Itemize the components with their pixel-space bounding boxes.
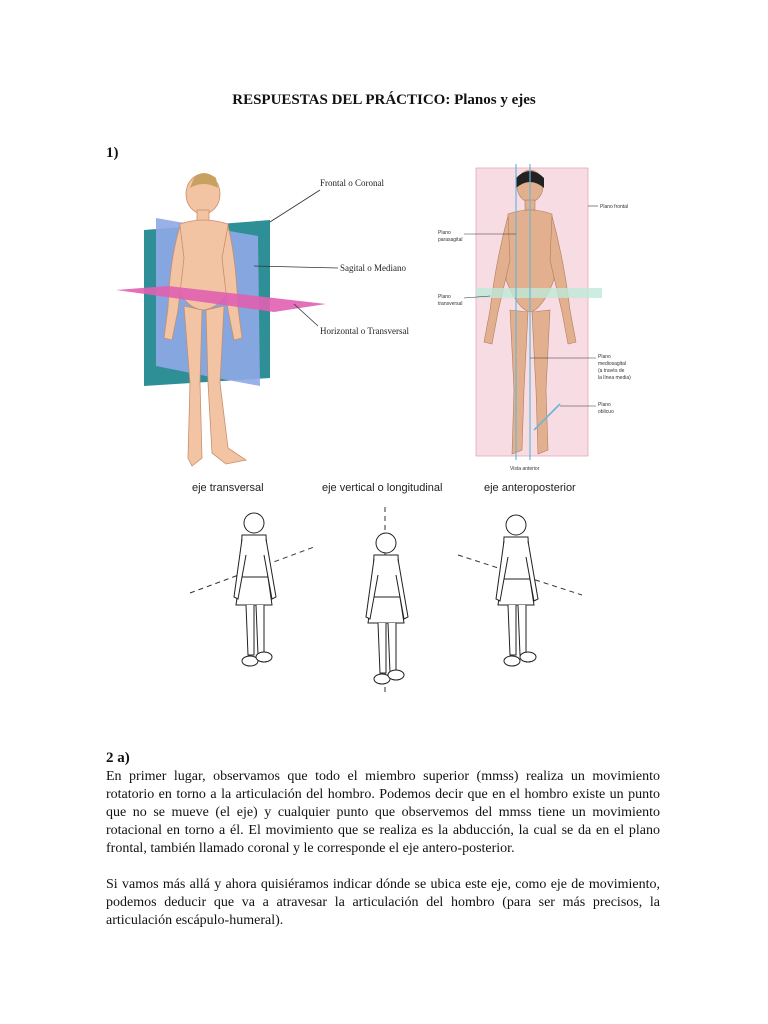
- axis-figure-anteroposterior: [456, 505, 586, 675]
- planes-figure-right: [430, 160, 660, 475]
- page-title: RESPUESTAS DEL PRÁCTICO: Planos y ejes: [232, 92, 536, 108]
- label-oblicuo-2: oblicuo: [598, 409, 614, 415]
- axis-figure-transversal: [188, 505, 318, 675]
- axis-title-anteroposterior: eje anteroposterior: [484, 482, 576, 494]
- label-frontal: Frontal o Coronal: [320, 178, 384, 188]
- label-transversal-1: Plano: [438, 294, 451, 300]
- label-medio-2: mediosagital: [598, 361, 627, 367]
- label-parasagital-1: Plano: [438, 230, 451, 236]
- axis-title-vertical: eje vertical o longitudinal: [322, 482, 443, 494]
- label-transversal-2: transversal: [438, 301, 463, 307]
- paragraph-2: Si vamos más allá y ahora quisiéramos indicar dónde se ubica este eje, como eje de movimiento, podemos deducir que va a atravesar la articulación del hombro (para ser más precisos, la articulación escápulo-humeral).: [106, 877, 660, 928]
- label-plano-frontal: Plano frontal: [600, 204, 629, 210]
- label-medio-4: la línea media): [598, 375, 631, 381]
- paragraph-1: En primer lugar, observamos que todo el miembro superior (mmss) realiza un movimiento rotatorio en torno a la articulación del hombro. Podemos decir que en el hombro existe un punto que no se mueve (el eje) y cualquier punto que observemos del mmss tiene un movimiento rotacional en torno a él. El movimiento que se realiza es la abducción, la cual se da en el plano frontal, también llamado coronal y le corresponde el eje antero-posterior.: [106, 769, 660, 856]
- label-parasagital-2: parasagital: [438, 237, 463, 243]
- section-1-label: 1): [106, 145, 119, 161]
- planes-figure-left: [108, 168, 409, 473]
- label-medio-1: Plano: [598, 354, 611, 360]
- label-vista-anterior: Vista anterior: [510, 466, 540, 472]
- label-horizontal: Horizontal o Transversal: [320, 326, 409, 336]
- section-2a-label: 2 a): [106, 750, 130, 766]
- label-medio-3: (a través de: [598, 368, 625, 374]
- label-sagital: Sagital o Mediano: [340, 263, 406, 273]
- label-oblicuo-1: Plano: [598, 402, 611, 408]
- axis-figure-vertical: [330, 505, 450, 695]
- axis-title-transversal: eje transversal: [192, 482, 264, 494]
